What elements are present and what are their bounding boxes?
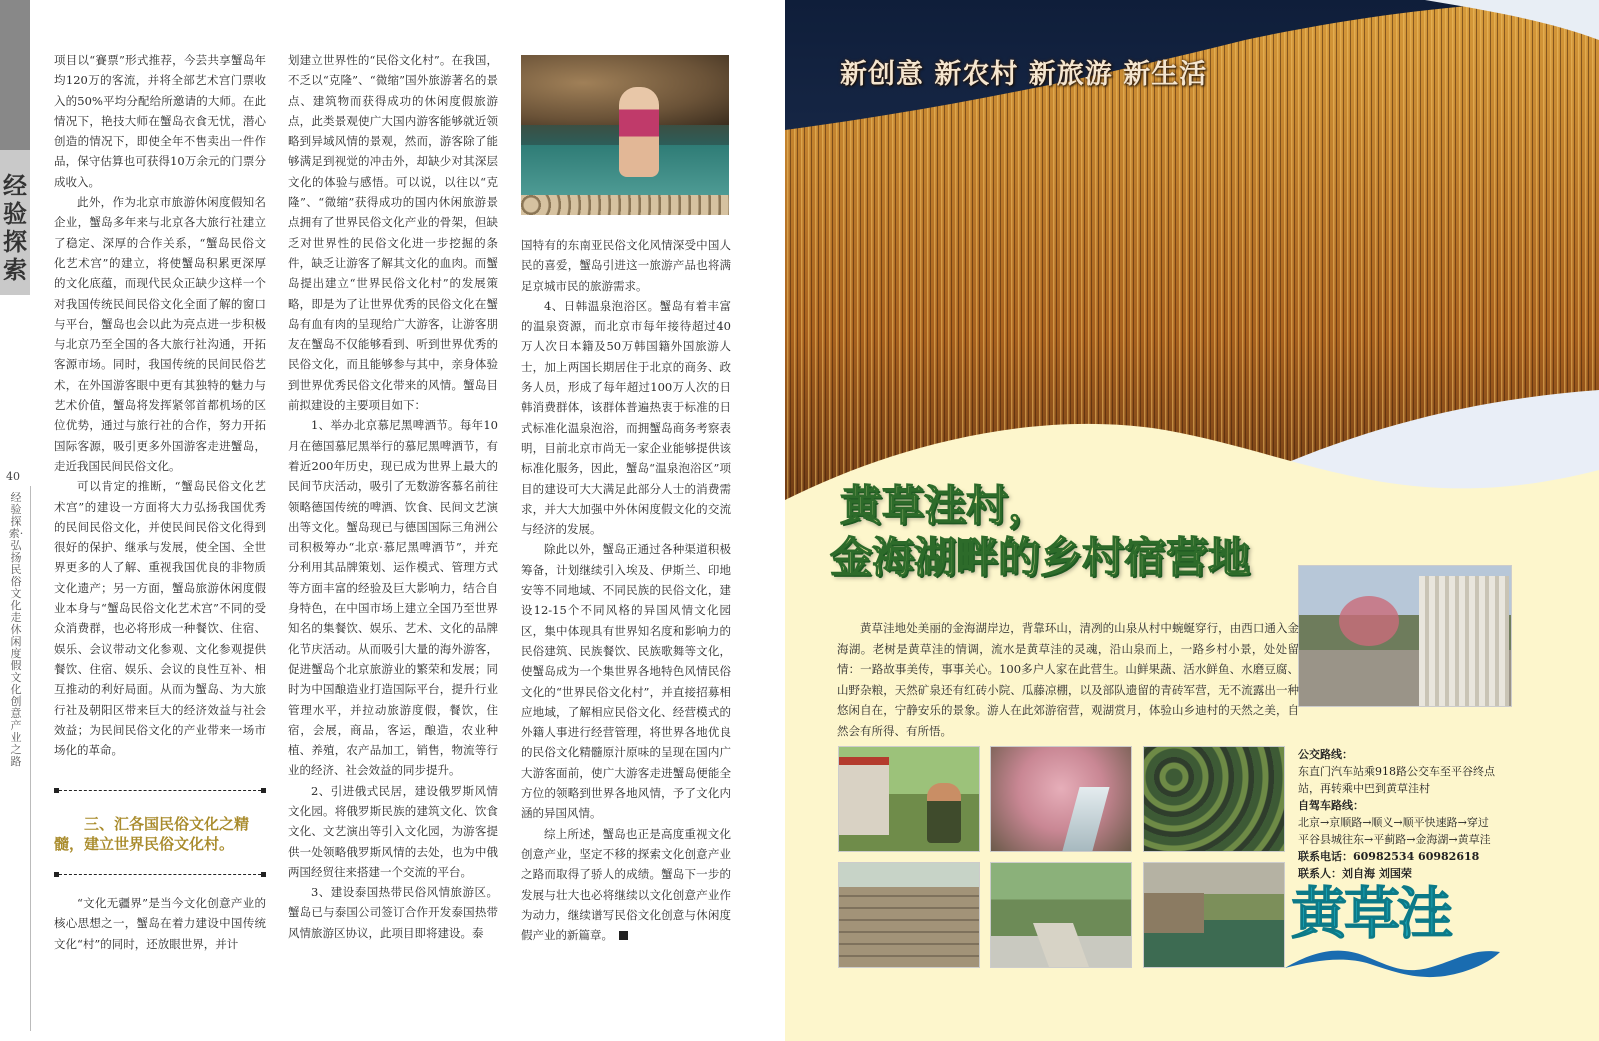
stone-wall-photo — [838, 862, 980, 968]
body-paragraph: 2、引进俄式民居，建设俄罗斯风情文化园。将俄罗斯民族的建筑文化、饮食文化、文艺演出等引入文化园，为游客提供一处领略俄罗斯风情的去处，也为中俄两国经贸往来搭建一个交流的平台。 — [288, 783, 498, 879]
page-number: 40 — [6, 470, 20, 483]
end-mark-icon — [619, 931, 628, 940]
feature-title-line-1: 黄草洼村， — [840, 481, 1051, 530]
body-paragraph: 可以肯定的推断，“蟹岛民俗文化艺术宫”的建设一方面将大力弘扬我国优秀的民间民俗文化，并使民间民俗文化得到很好的保护、继承与发展，使全国、全世界更多的人了解、重视我国优良的非物质文化遗产；另一方面，蟹岛旅游休闲度假业本身与“蟹岛民俗文化艺术宫”不同的受众消费群，也必将形成一种餐饮、住宿、娱乐、会议带动文化参观、文化参观提供餐饮、住宿、娱乐、会议的良性互补、相互推动的利好局面。从而为蟹岛、为大旅行社及朝阳区带来巨大的经济效益与社会效益；为民间民俗文化的产业带来一场市场化的革命。 — [54, 479, 266, 758]
article-column-1-continued — [54, 893, 266, 954]
photo-bather — [619, 87, 659, 177]
section-rule-top — [54, 790, 266, 791]
section-rule-bottom — [54, 874, 266, 875]
body-paragraph: “文化无疆界”是当今文化创意产业的核心思想之一，蟹岛在着力建设中国传统文化“村”的同时，还放眼世界，并计 — [54, 896, 266, 951]
margin-rule — [30, 486, 31, 1031]
bus-route-line: 东直门汽车站乘918路公交车至平谷终点 — [1298, 765, 1495, 778]
contact-phone: 联系电话：60982534 60982618 — [1298, 850, 1480, 863]
article-column-1 — [54, 50, 266, 760]
article-column-2 — [288, 50, 498, 943]
bus-route-line: 站，再转乘中巴到黄草洼村 — [1298, 782, 1430, 795]
stone-walkway-photo — [1298, 565, 1512, 707]
village-logo — [1285, 880, 1525, 980]
contact-person: 联系人：刘自海 刘国荣 — [1298, 867, 1412, 880]
lotus-pond-photo — [1143, 746, 1285, 852]
body-paragraph: 此外，作为北京市旅游休闲度假知名企业，蟹岛多年来与北京各大旅行社建立了稳定、深厚的合作关系，“蟹岛民俗文化艺术宫”的建立，将使蟹岛积累更深厚的文化底蕴，而现代民众正缺少这样一个对我国传统民间民俗文化全面了解的窗口与平台，蟹岛也会以此为亮点进一步积极与北京乃至全国的各大旅行社沟通，开拓客源市场。同时，我国传统的民间民俗艺术，在外国游客眼中更有其独特的魅力与艺术价值，蟹岛将发挥紧邻首都机场的区位优势，通过与旅行社的合作，努力开拓国际客源，吸引更多外国游客走进蟹岛，走近我国民间民俗文化。 — [54, 195, 266, 473]
body-paragraph: 综上所述，蟹岛也正是高度重视文化创意产业，坚定不移的探索文化创意产业之路而取得了骄人的成绩。蟹岛下一步的发展与壮大也必将继续以文化创意产业作为动力，继续谱写民俗文化创意与休闲度假产业的新篇章。 — [521, 826, 731, 943]
photo-house — [839, 757, 889, 835]
body-paragraph: 3、建设泰国热带民俗风情旅游区。蟹岛已与泰国公司签订合作开发泰国热带风情旅游区协议，此项目即将建设。泰 — [288, 885, 498, 940]
side-tab-bar — [0, 0, 30, 150]
route-info — [1298, 746, 1523, 882]
body-paragraph: 项目以“賽票”形式推荐，今芸共享蟹岛年均120万的客流，并将全部艺术宫门票收入的50%平均分配给所邀请的大师。在此情况下，艳技大师在蟹岛衣食无忧，潜心创造的情况下，即使全年不售卖出一件作品，保守估算也可获得10万余元的门票分成收入。 — [54, 53, 266, 189]
blossom-waterfall-photo — [990, 746, 1132, 852]
photo-pebbles — [521, 195, 729, 215]
body-paragraph: 国特有的东南亚民俗文化风情深受中国人民的喜爱，蟹岛引进这一旅游产品也将满足京城市民的旅游需求。 — [521, 238, 731, 293]
photo-wall — [1144, 893, 1204, 933]
village-intro — [837, 618, 1299, 741]
car-route-heading: 自驾车路线： — [1298, 799, 1364, 812]
stream-photo — [1143, 862, 1285, 968]
body-paragraph: 除此以外，蟹岛正通过各种渠道积极筹备，计划继续引入埃及、伊斯兰、印地安等不同地域、不同民族的民俗文化，建设12-15个不同风格的异国风情文化园区，集中体现具有世界知名度和影响力的民俗建筑、民族餐饮、民族歌舞等文化，使蟹岛成为一个集世界各地特色风情民俗文化的“世界民俗文化村”，并直接招募相应地域，了解相应民俗文化、经营模式的外籍人事进行经营管理，将世界各地优良的民俗文化精髓原汁原味的呈现在国内广大游客面前，使广大游客走进蟹岛便能全方位的领略到世界各地风情，予了文化内涵的异国风情。 — [521, 542, 731, 821]
garden-path-photo — [990, 862, 1132, 968]
hot-spring-photo — [521, 55, 729, 215]
photo-villager — [927, 783, 961, 843]
side-tab-label: 经验探索 — [3, 171, 27, 284]
villager-photo — [838, 746, 980, 852]
stone-railing — [1419, 576, 1509, 706]
article-column-3 — [521, 235, 731, 945]
logo-text: 黄草洼 — [1291, 882, 1450, 947]
bus-route-heading: 公交路线： — [1298, 748, 1353, 761]
feature-title-line-2: 金海湖畔的乡村宿营地 — [830, 533, 1251, 582]
reed-lake-photo — [785, 0, 1599, 560]
section-heading — [54, 790, 266, 875]
section-side-tab — [0, 0, 30, 295]
photo-sky — [839, 863, 979, 887]
car-route-line: 平谷县城往东→平蓟路→金海湖→黄草洼 — [1298, 833, 1491, 846]
slogan: 新创意 新农村 新旅游 新生活 — [840, 59, 1208, 90]
section-title: 三、汇各国民俗文化之精髓，建立世界民俗文化村。 — [54, 815, 250, 853]
body-paragraph: 划建立世界性的“民俗文化村”。在我国，不乏以“克隆”、“微缩”国外旅游著名的景点、建筑物而获得成功的休闲度假旅游点，此类景观使广大国内游客能够就近领略到异域风情的景观，然而，游客除了能够满足到视觉的冲击外，却缺少对其深层文化的体验与感悟。可以说，以往以“克隆”、“微缩”获得成功的国内休闲旅游景点拥有了世界民俗文化产业的骨架，但缺乏对世界性的民俗文化进一步挖掘的条件，缺乏让游客了解其文化的血肉。而蟹岛提出建立“世界民俗文化村”的发展策略，即是为了让世界优秀的民俗文化在蟹岛有血有肉的呈现给广大游客，让游客朋友在蟹岛不仅能够看到、听到世界优秀的民俗文化，而且能够参与其中，亲身体验到世界优秀民俗文化带来的风情。蟹岛目前拟建设的主要项目如下： — [288, 53, 498, 413]
feature-title — [830, 480, 1350, 584]
photo-path — [1033, 923, 1089, 967]
left-page — [0, 0, 785, 1041]
right-page — [785, 0, 1599, 1041]
car-route-line: 北京→京顺路→顺义→顺平快速路→穿过 — [1298, 816, 1489, 829]
logo-wave-icon — [1285, 880, 1525, 980]
body-paragraph: 4、日韩温泉泡浴区。蟹岛有着丰富的温泉资源，而北京市每年接待超过40万人次日本籍及50万韩国籍外国旅游人士，加上两国长期居住于北京的商务、政务人员，形成了每年超过100万人次的日韩消费群体，该群体普遍热衷于标准的日式标准化温泉泡浴，而拥蟹岛商务考察表明，目前北京市尚无一家企业能够提供该标准化服务，因此，蟹岛“温泉泡浴区”项目的建设可大大满足此部分人士的消费需求，并大大加强中外休闲度假文化的交流与经济的发展。 — [521, 298, 731, 537]
running-head: 经验探索·弘扬民俗文化 走休闲度假文化创意产业之路 — [8, 491, 24, 768]
intro-paragraph: 黄草洼地处美丽的金海湖岸边，背靠环山，清冽的山泉从村中蜿蜒穿行，由西口通入金海湖。老树是黄草洼的情调，流水是黄草洼的灵魂，沿山泉而上，一路乡村小景，处处留情：一路故事美传，事事关心。100多户人家在此营生。山鲜果蔬、活水鲜鱼、水磨豆腐、山野杂粮，天然矿泉还有红砖小院、瓜藤凉棚，以及部队遗留的青砖军营，无不流露出一种悠闲自在，宁静安乐的景象。游人在此郊游宿营，观湖赏月，体验山乡迪村的天然之美，自然会有所得、有所悟。 — [837, 621, 1299, 738]
photo-waterfall — [1062, 787, 1109, 851]
blossom-tree — [1339, 596, 1399, 646]
body-paragraph: 1、举办北京慕尼黑啤酒节。每年10月在德国慕尼黑举行的慕尼黑啤酒节，有着近200年历史，现已成为世界上最大的民间节庆活动，吸引了无数游客慕名前往领略德国传统的啤酒、饮食、民间文艺演出等文化。蟹岛现已与德国国际三角洲公司积极筹办“北京·慕尼黑啤酒节”，并充分利用其品牌策划、运作模式、管理方式等方面丰富的经验及巨大影响力，结合自身特色，在中国市场上建立全国乃至世界知名的集餐饮、娱乐、艺术、文化的品牌化节庆活动。从而吸引大量的海外游客，促进蟹岛个北京旅游业的繁荣和发展；同时为中国酿造业打造国际平台，提升行业管理水平，并拉动旅游度假，餐饮，住宿，会展，商品，客运，酿造，农业种植、养殖，农产品加工，销售，物流等行业的经济、社会效益的同步提升。 — [288, 418, 498, 778]
